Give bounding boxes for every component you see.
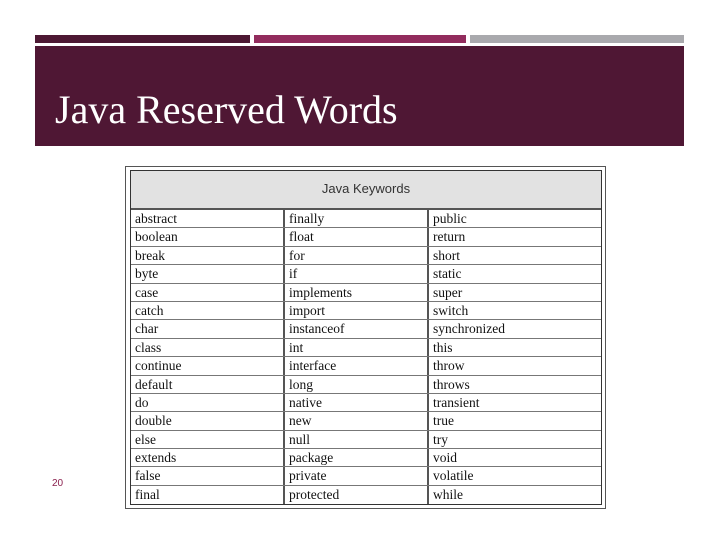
keyword-cell: transient — [433, 394, 480, 410]
keyword-cell: catch — [131, 302, 285, 319]
table-row — [131, 284, 601, 302]
keyword-cell: throws — [433, 376, 470, 392]
keyword-cell: else — [131, 431, 285, 448]
keyword-cell: super — [433, 284, 463, 300]
keyword-cell: public — [433, 211, 467, 226]
keyword-cell: final — [131, 486, 285, 504]
table-row — [131, 228, 601, 246]
table-row — [131, 247, 601, 265]
keyword-cell: import — [285, 302, 429, 319]
keyword-cell: switch — [433, 302, 469, 318]
keyword-cell: false — [131, 467, 285, 484]
keyword-cell: private — [285, 467, 429, 484]
keyword-cell: true — [433, 413, 454, 429]
keyword-cell: char — [131, 320, 285, 337]
keyword-cell: implements — [285, 284, 429, 301]
keyword-cell: byte — [131, 265, 285, 282]
table-row — [131, 339, 601, 357]
table-header — [131, 171, 601, 210]
table-header-label: Java Keywords — [321, 181, 411, 196]
keyword-cell: instanceof — [285, 320, 429, 337]
keyword-cell: if — [285, 265, 429, 282]
keyword-cell: float — [285, 228, 429, 245]
keyword-cell: continue — [131, 357, 285, 374]
table-row — [131, 210, 601, 228]
keyword-cell: for — [285, 247, 429, 264]
keyword-cell: long — [285, 376, 429, 393]
table-row — [131, 449, 601, 467]
title-band — [35, 46, 684, 146]
keyword-cell: native — [285, 394, 429, 411]
table-row — [131, 357, 601, 375]
table-row — [131, 486, 601, 504]
keyword-cell: throw — [433, 358, 465, 374]
keyword-cell: break — [131, 247, 285, 264]
accent-bar-magenta — [254, 35, 466, 43]
keyword-cell: abstract — [131, 210, 285, 227]
keywords-grid — [131, 210, 601, 504]
keyword-cell: void — [433, 450, 458, 466]
keyword-cell: try — [433, 431, 448, 447]
accent-bar-dark — [35, 35, 250, 43]
keyword-cell: null — [285, 431, 429, 448]
keyword-cell: protected — [285, 486, 429, 504]
keyword-cell: case — [131, 284, 285, 301]
keyword-cell: class — [131, 339, 285, 356]
keyword-cell: synchronized — [433, 321, 505, 337]
keyword-cell: extends — [131, 449, 285, 466]
keyword-cell: double — [131, 412, 285, 429]
table-row — [131, 412, 601, 430]
table-row — [131, 394, 601, 412]
keyword-cell: package — [285, 449, 429, 466]
table-row — [131, 431, 601, 449]
keyword-cell: while — [433, 486, 463, 502]
keyword-cell: default — [131, 376, 285, 393]
accent-bar-gray — [470, 35, 684, 43]
slide-title: Java Reserved Words — [55, 87, 398, 132]
keyword-cell: interface — [285, 357, 429, 374]
keywords-table — [130, 170, 602, 505]
keyword-cell: do — [131, 394, 285, 411]
keyword-cell: return — [433, 229, 466, 245]
keyword-cell: short — [433, 247, 460, 263]
slide-number: 20 — [52, 478, 64, 489]
keywords-table-image — [125, 166, 606, 509]
table-row — [131, 467, 601, 485]
keyword-cell: this — [433, 339, 453, 355]
keyword-cell: volatile — [433, 468, 474, 484]
table-row — [131, 302, 601, 320]
keyword-cell: int — [285, 339, 429, 356]
table-row — [131, 320, 601, 338]
table-row — [131, 376, 601, 394]
table-row — [131, 265, 601, 283]
keyword-cell: new — [285, 412, 429, 429]
keyword-cell: finally — [285, 210, 429, 227]
keyword-cell: boolean — [131, 228, 285, 245]
keyword-cell: static — [433, 266, 462, 282]
